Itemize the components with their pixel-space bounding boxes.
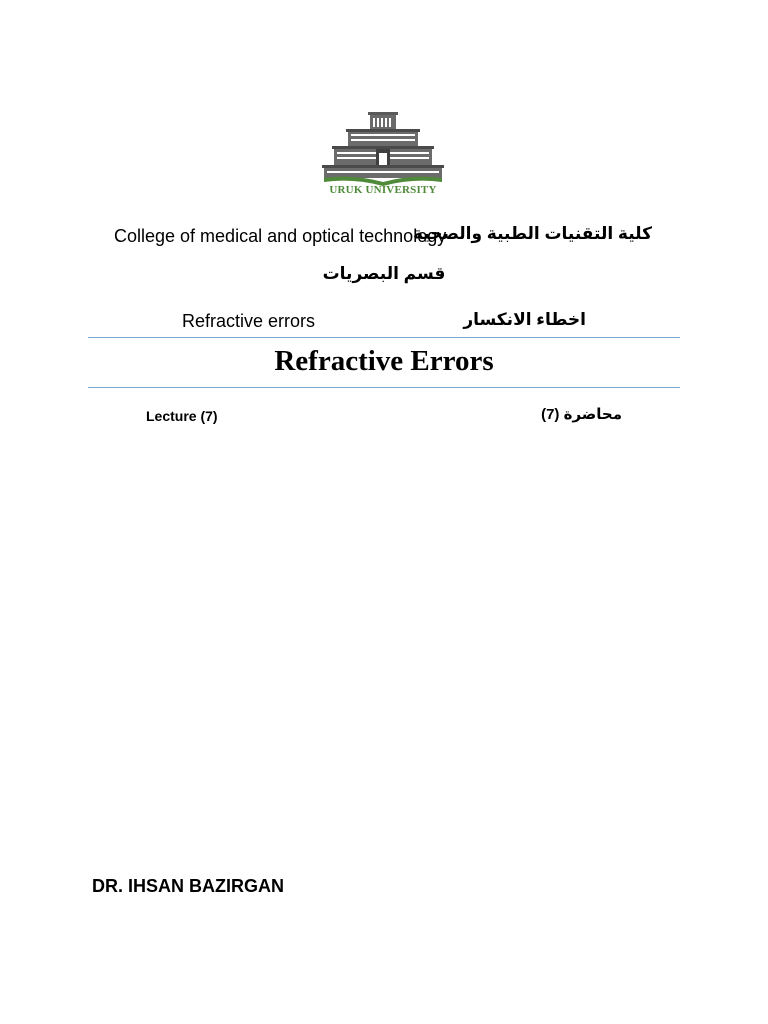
document-title: Refractive Errors xyxy=(274,345,494,377)
course-topic-english: Refractive errors xyxy=(182,311,316,331)
logo-caption: URUK UNIVERSITY xyxy=(329,184,437,196)
title-top-divider xyxy=(88,337,680,338)
department-name-arabic: قسم البصريات xyxy=(322,264,446,283)
course-topic-arabic: اخطاء الانكسار xyxy=(463,310,586,329)
lecture-number-arabic: محاضرة (7) xyxy=(541,406,622,423)
college-name-english: College of medical and optical technology xyxy=(114,226,447,246)
author-name: DR. IHSAN BAZIRGAN xyxy=(92,876,284,896)
title-bottom-divider xyxy=(88,387,680,388)
college-name-arabic: كلية التقنيات الطبية والصحية xyxy=(413,224,652,243)
lecture-number-english: Lecture (7) xyxy=(146,408,218,424)
